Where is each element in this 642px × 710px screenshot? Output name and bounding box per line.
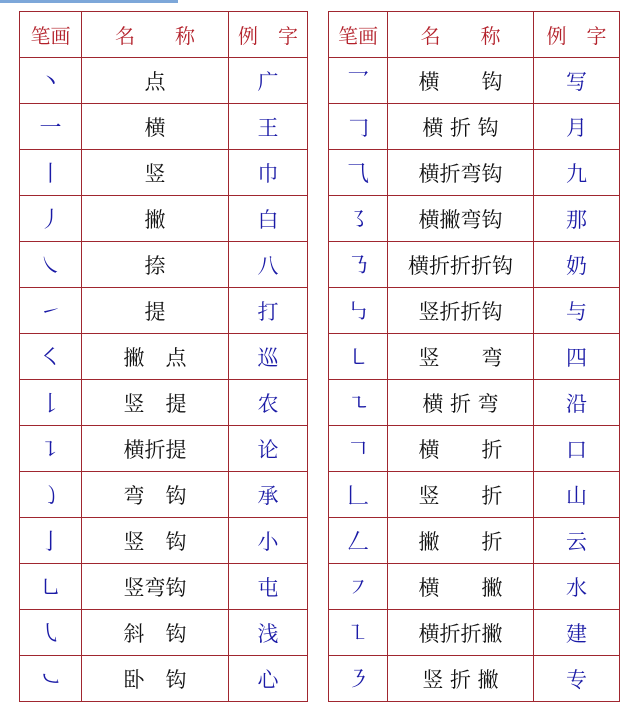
- stroke-cell: ㇉: [329, 288, 388, 334]
- stroke-cell: 乛: [329, 58, 388, 104]
- table-row: [329, 426, 620, 472]
- name-cell: 竖 折 撇: [388, 656, 534, 702]
- name-cell: 撇 点: [82, 334, 229, 380]
- name-cell: 弯 钩: [82, 472, 229, 518]
- table-row: [20, 380, 308, 426]
- stroke-cell: ⺄: [329, 150, 388, 196]
- stroke-cell: 一: [20, 104, 82, 150]
- header-example: 例 字: [534, 12, 620, 58]
- example-cell: 口: [534, 426, 620, 472]
- example-cell: 小: [229, 518, 308, 564]
- table-row: [329, 196, 620, 242]
- name-cell: 横折提: [82, 426, 229, 472]
- name-cell: 横 撇: [388, 564, 534, 610]
- header-name: 名 称: [388, 12, 534, 58]
- stroke-cell: 𠃍: [329, 426, 388, 472]
- stroke-cell: 𠃋: [329, 518, 388, 564]
- stroke-cell: ㇡: [329, 242, 388, 288]
- example-cell: 承: [229, 472, 308, 518]
- name-cell: 撇: [82, 196, 229, 242]
- table-row: [20, 472, 308, 518]
- stroke-table-right: [328, 11, 620, 702]
- stroke-cell: 丨: [20, 150, 82, 196]
- stroke-cell: ㇍: [329, 380, 388, 426]
- name-cell: 竖弯钩: [82, 564, 229, 610]
- example-cell: 九: [534, 150, 620, 196]
- stroke-cell: ㇏: [20, 242, 82, 288]
- name-cell: 横折弯钩: [388, 150, 534, 196]
- name-cell: 点: [82, 58, 229, 104]
- name-cell: 竖 折: [388, 472, 534, 518]
- header-example: 例 字: [229, 12, 308, 58]
- stroke-cell: 𠄌: [20, 380, 82, 426]
- example-cell: 王: [229, 104, 308, 150]
- table-row: [20, 564, 308, 610]
- example-cell: 月: [534, 104, 620, 150]
- example-cell: 巾: [229, 150, 308, 196]
- example-cell: 水: [534, 564, 620, 610]
- stroke-table-left: [19, 11, 308, 702]
- name-cell: 横撇弯钩: [388, 196, 534, 242]
- table-row: [20, 656, 308, 702]
- stroke-cell: ㇀: [20, 288, 82, 334]
- name-cell: 横 折: [388, 426, 534, 472]
- stroke-cell: ㇇: [329, 564, 388, 610]
- stroke-cell: ㇃: [20, 656, 82, 702]
- table-row: [329, 242, 620, 288]
- table-row: [20, 426, 308, 472]
- example-cell: 与: [534, 288, 620, 334]
- table-row: [20, 58, 308, 104]
- table-row: [329, 380, 620, 426]
- example-cell: 云: [534, 518, 620, 564]
- table-row: [20, 196, 308, 242]
- name-cell: 横: [82, 104, 229, 150]
- example-cell: 白: [229, 196, 308, 242]
- table-row: [20, 610, 308, 656]
- name-cell: 横 钩: [388, 58, 534, 104]
- example-cell: 那: [534, 196, 620, 242]
- name-cell: 竖 钩: [82, 518, 229, 564]
- table-row: [20, 518, 308, 564]
- stroke-cell: 亅: [20, 518, 82, 564]
- table-row: [329, 150, 620, 196]
- stroke-cell: ㇂: [20, 610, 82, 656]
- name-cell: 竖折折钩: [388, 288, 534, 334]
- stroke-cell: 𠃊: [329, 472, 388, 518]
- stroke-cell: ㇌: [329, 196, 388, 242]
- stroke-cell: ㇟: [20, 564, 82, 610]
- example-cell: 八: [229, 242, 308, 288]
- example-cell: 四: [534, 334, 620, 380]
- table-row: [329, 564, 620, 610]
- name-cell: 卧 钩: [82, 656, 229, 702]
- name-cell: 竖 弯: [388, 334, 534, 380]
- table-row: [20, 242, 308, 288]
- table-row: [20, 288, 308, 334]
- stroke-cell: ㇊: [20, 426, 82, 472]
- name-cell: 提: [82, 288, 229, 334]
- name-cell: 竖 提: [82, 380, 229, 426]
- example-cell: 浅: [229, 610, 308, 656]
- example-cell: 屯: [229, 564, 308, 610]
- example-cell: 农: [229, 380, 308, 426]
- table-row: [329, 610, 620, 656]
- name-cell: 斜 钩: [82, 610, 229, 656]
- name-cell: 撇 折: [388, 518, 534, 564]
- header-stroke: 笔画: [20, 12, 82, 58]
- name-cell: 横折折折钩: [388, 242, 534, 288]
- example-cell: 奶: [534, 242, 620, 288]
- header-stroke: 笔画: [329, 12, 388, 58]
- stroke-cell: ㇅: [329, 610, 388, 656]
- name-cell: 竖: [82, 150, 229, 196]
- header-name: 名 称: [82, 12, 229, 58]
- example-cell: 专: [534, 656, 620, 702]
- header-row: [20, 12, 308, 58]
- example-cell: 巡: [229, 334, 308, 380]
- name-cell: 捺: [82, 242, 229, 288]
- stroke-cell: 丶: [20, 58, 82, 104]
- example-cell: 心: [229, 656, 308, 702]
- table-row: [329, 104, 620, 150]
- stroke-cell: 𠃌: [329, 104, 388, 150]
- name-cell: 横 折 钩: [388, 104, 534, 150]
- example-cell: 建: [534, 610, 620, 656]
- stroke-cell: 丿: [20, 196, 82, 242]
- example-cell: 写: [534, 58, 620, 104]
- example-cell: 论: [229, 426, 308, 472]
- example-cell: 沿: [534, 380, 620, 426]
- table-row: [329, 288, 620, 334]
- table-row: [329, 656, 620, 702]
- example-cell: 山: [534, 472, 620, 518]
- stroke-table-right-body: [329, 12, 620, 702]
- table-row: [20, 150, 308, 196]
- stroke-cell: ㇄: [329, 334, 388, 380]
- table-row: [329, 334, 620, 380]
- example-cell: 广: [229, 58, 308, 104]
- table-row: [20, 334, 308, 380]
- table-row: [329, 58, 620, 104]
- name-cell: 横 折 弯: [388, 380, 534, 426]
- name-cell: 横折折撇: [388, 610, 534, 656]
- stroke-cell: ㇋: [329, 656, 388, 702]
- stroke-cell: ㇁: [20, 472, 82, 518]
- header-row: [329, 12, 620, 58]
- table-row: [20, 104, 308, 150]
- stroke-table-left-body: [20, 12, 308, 702]
- top-accent-line: [0, 0, 178, 3]
- table-row: [329, 518, 620, 564]
- stroke-cell: ㇛: [20, 334, 82, 380]
- table-row: [329, 472, 620, 518]
- example-cell: 打: [229, 288, 308, 334]
